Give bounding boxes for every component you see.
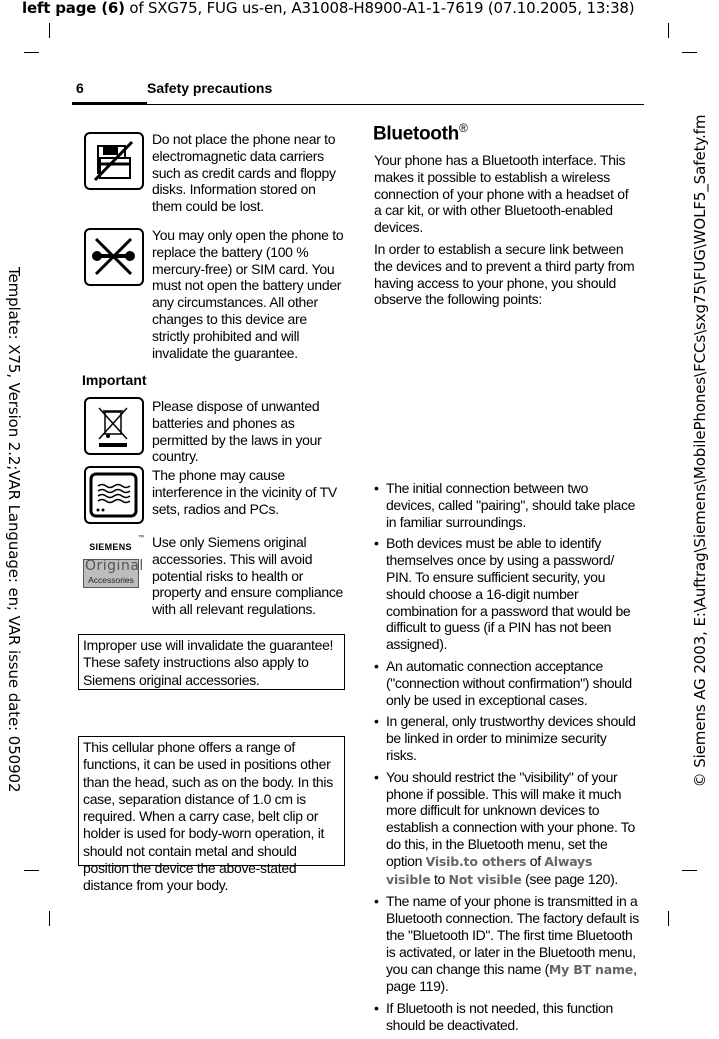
crop-mark: [668, 23, 669, 38]
header-rule: [72, 104, 644, 105]
list-item: • If Bluetooth is not needed, this function should be deactivated.: [374, 1000, 640, 1034]
list-item: • The initial connection between two devices, called "pairing", should take place in familiar surroundings.: [374, 480, 640, 530]
menu-option-bt-name: My BT name: [548, 961, 634, 977]
copyright-path-note: © Siemens AG 2003, E:\Auftrag\Siemens\MobilePhones\FCCs\sxg75\FUG\WOLF5_Safety.fm: [691, 114, 709, 788]
crop-mark: [49, 911, 50, 926]
siemens-original-accessories-logo: SIEMENS ™ Original Accessories: [83, 534, 146, 590]
crop-mark: [682, 870, 697, 871]
print-job-note: left page (6) of SXG75, FUG us-en, A31008-H8900-A1-1-7619 (07.10.2005, 13:38): [22, 0, 635, 17]
bluetooth-security-intro: In order to establish a secure link between the devices and to prevent a third party from having access to your phone, you should observe the following points:: [374, 241, 635, 308]
list-item: • An automatic connection acceptance ("connection without confirmation") should only be used in exceptional cases.: [374, 658, 640, 708]
page-title: Safety precautions: [147, 80, 273, 96]
disposal-text: Please dispose of unwanted batteries and phones as permitted by the laws in your country.: [152, 398, 322, 465]
tv-interference-icon: [84, 466, 144, 524]
no-magnetic-cards-icon: [84, 132, 144, 190]
menu-option-always-visible: Always visible: [386, 853, 593, 887]
guarantee-notice-box: Improper use will invalidate the guarantee! These safety instructions also apply to Siemens original accessories.: [78, 634, 345, 690]
crossed-bin-icon: [84, 397, 144, 455]
list-item: • The name of your phone is transmitted in a Bluetooth connection. The factory default is the "Bluetooth ID". The first time Bluetooth is activated, or later in the Bluetooth menu, you can change this name (My BT name, page 119).: [374, 893, 640, 995]
menu-option-visib: Visib.to others: [425, 853, 527, 869]
important-label: Important: [82, 372, 147, 388]
crop-mark: [24, 52, 39, 53]
bluetooth-intro: Your phone has a Bluetooth interface. This makes it possible to establish a wireless connection of your phone with a headset of a car kit, or with other Bluetooth-enabled devices.: [374, 152, 629, 236]
crop-mark: [49, 23, 50, 38]
crop-mark: [682, 52, 697, 53]
template-note: Template: X75, Version 2.2;VAR Language: en; VAR issue date: 050902: [5, 267, 23, 793]
bluetooth-points-list: [374, 480, 640, 1039]
bluetooth-heading: Bluetooth®: [373, 121, 468, 145]
page-number: 6: [76, 80, 84, 96]
list-item: • In general, only trustworthy devices should be linked in order to minimize security risks.: [374, 713, 640, 763]
interference-text: The phone may cause interference in the vicinity of TV sets, radios and PCs.: [152, 467, 337, 517]
accessories-text: Use only Siemens original accessories. This will avoid potential risks to health or property and ensure compliance with all relevant regulations.: [152, 534, 344, 618]
crop-mark: [24, 870, 39, 871]
magnetic-warning-text: Do not place the phone near to electromagnetic data carriers such as credit cards and floppy disks. Information stored on them could be lost.: [152, 131, 336, 215]
body-worn-notice-box: This cellular phone offers a range of functions, it can be used in positions other than the head, such as on the body. In this case, separation distance of 1.0 cm is required. When a carry case, belt clip or holder is used for body-worn operation, it should not contain metal and should position the device the above-stated distance from your body.: [78, 736, 345, 866]
list-item: • Both devices must be able to identify themselves once by using a password/ PIN. To ensure sufficient security, you should choose a 16-digit number combination for a password that would be difficult to guess (if a PIN has not been assigned).: [374, 535, 640, 653]
list-item: • You should restrict the "visibility" of your phone if possible. This will make it much more difficult for unknown devices to establish a connection with your phone. To do this, in the Bluetooth menu, set the option Visib.to others of Always visible to Not visible (see page 120).: [374, 769, 640, 889]
menu-option-not-visible: Not visible: [448, 871, 522, 887]
crop-mark: [668, 911, 669, 926]
no-tools-icon: [84, 228, 144, 286]
battery-opening-text: You may only open the phone to replace the battery (100 % mercury-free) or SIM card. You must not open the battery under any circumstances. All other changes to this device are strictly prohibited and will invalidate the guarantee.: [152, 227, 344, 361]
